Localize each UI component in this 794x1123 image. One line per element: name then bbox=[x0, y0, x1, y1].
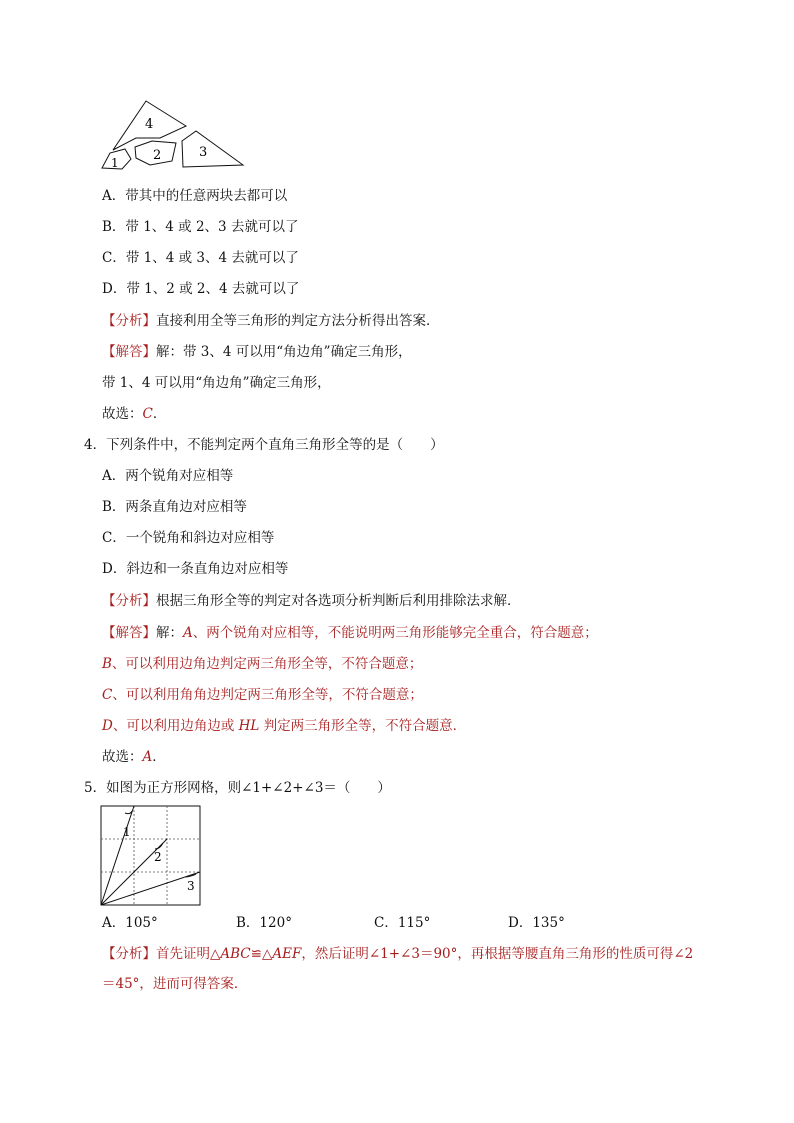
q3-analysis bbox=[102, 312, 440, 330]
q3-option-b: B．带 1、4 或 2、3 去就可以了 bbox=[102, 219, 299, 235]
q4-solution-d bbox=[102, 717, 466, 735]
analysis-text: 直接利用全等三角形的判定方法分析得出答案． bbox=[156, 313, 440, 329]
q3-option-d: D．带 1、2 或 2、4 去就可以了 bbox=[102, 281, 300, 297]
angle-label-2: 2 bbox=[154, 850, 162, 864]
solution-d-text1: 、可以利用边角边或 bbox=[112, 718, 239, 734]
q4-solution-b bbox=[102, 655, 422, 673]
q4-option-c: C．一个锐角和斜边对应相等 bbox=[102, 530, 275, 546]
analysis-tag: 【分析】 bbox=[102, 946, 156, 962]
q5-option-a: A．105° bbox=[102, 915, 158, 931]
q5-option-b: B．120° bbox=[236, 915, 292, 931]
analysis-p3: ，然后证明∠1+∠3＝90°，再根据等腰直角三角形的性质可得∠2 bbox=[301, 946, 694, 962]
q3-solution-line1 bbox=[102, 343, 412, 361]
q4-option-d: D．斜边和一条直角边对应相等 bbox=[102, 561, 289, 577]
letter-a: A bbox=[183, 625, 193, 641]
angle-label-3: 3 bbox=[187, 879, 195, 893]
angle-arc-1 bbox=[125, 811, 132, 814]
q4-solution-c bbox=[102, 686, 423, 704]
q4-answer bbox=[102, 748, 166, 766]
solution-b-text: 、可以利用边角边判定两三角形全等，不符合题意； bbox=[111, 656, 423, 672]
choose-suffix: ． bbox=[152, 406, 167, 422]
ray-to-1 bbox=[101, 806, 134, 905]
letter-c: C bbox=[102, 687, 113, 703]
q5-option-c: C．115° bbox=[374, 915, 431, 931]
triangle-abc: ABC bbox=[220, 946, 251, 962]
q3-answer bbox=[102, 405, 166, 423]
letter-b: B bbox=[102, 656, 112, 672]
analysis-tag: 【分析】 bbox=[102, 593, 156, 609]
q4-option-a: A．两个锐角对应相等 bbox=[102, 468, 234, 484]
choose-prefix: 故选： bbox=[102, 749, 143, 765]
q5-analysis-line2: ＝45°，进而可得答案． bbox=[102, 976, 248, 992]
q5-option-d: D．135° bbox=[508, 915, 565, 931]
angle-label-1: 1 bbox=[123, 825, 131, 839]
piece-3-shape bbox=[182, 131, 243, 167]
ray-to-3 bbox=[101, 872, 200, 905]
solution-tag: 【解答】 bbox=[102, 344, 156, 360]
choose-answer: A bbox=[142, 749, 153, 765]
analysis-p2: ≌△ bbox=[250, 946, 273, 962]
piece-2-label: 2 bbox=[153, 148, 162, 163]
angle-arc-3 bbox=[186, 874, 196, 877]
analysis-text: 根据三角形全等的判定对各选项分析判断后利用排除法求解． bbox=[156, 593, 521, 609]
piece-1-label: 1 bbox=[111, 156, 119, 170]
q3-solution-line2: 带 1、4 可以用“角边角”确定三角形， bbox=[102, 375, 331, 391]
solution-c-text: 、可以利用角角边判定两三角形全等，不符合题意； bbox=[112, 687, 423, 703]
solution-a-text: 、两个锐角对应相等，不能说明两三角形能够完全重合，符合题意； bbox=[192, 625, 598, 641]
piece-3-label: 3 bbox=[199, 145, 208, 160]
solution-text: 解：带 3、4 可以用“角边角”确定三角形， bbox=[156, 344, 412, 360]
choose-suffix: ． bbox=[152, 749, 166, 765]
piece-4-label: 4 bbox=[145, 117, 154, 132]
choose-prefix: 故选： bbox=[102, 406, 143, 422]
q5-analysis-line1 bbox=[102, 945, 693, 963]
q3-option-c: C．带 1、4 或 3、4 去就可以了 bbox=[102, 250, 299, 266]
analysis-p1: 首先证明△ bbox=[156, 946, 221, 962]
q5-stem: 5．如图为正方形网格，则∠1+∠2+∠3＝（ ） bbox=[84, 780, 391, 796]
q5-square-grid-figure bbox=[100, 805, 204, 909]
triangle-aef: AEF bbox=[272, 946, 302, 962]
solution-d-text2: 判定两三角形全等，不符合题意． bbox=[259, 718, 467, 734]
q4-stem: 4．下列条件中，不能判定两个直角三角形全等的是（ ） bbox=[84, 437, 444, 453]
q3-triangle-pieces-figure bbox=[98, 98, 248, 174]
q4-option-b: B．两条直角边对应相等 bbox=[102, 499, 247, 515]
q4-analysis bbox=[102, 592, 521, 610]
analysis-tag: 【分析】 bbox=[102, 313, 156, 329]
q3-option-a: A．带其中的任意两块去都可以 bbox=[102, 188, 288, 204]
q4-solution-a bbox=[102, 624, 598, 642]
solution-prefix: 解： bbox=[156, 625, 183, 641]
solution-tag: 【解答】 bbox=[102, 625, 156, 641]
choose-answer: C bbox=[142, 406, 153, 422]
letter-d: D bbox=[102, 718, 113, 734]
hl-text: HL bbox=[238, 718, 260, 734]
